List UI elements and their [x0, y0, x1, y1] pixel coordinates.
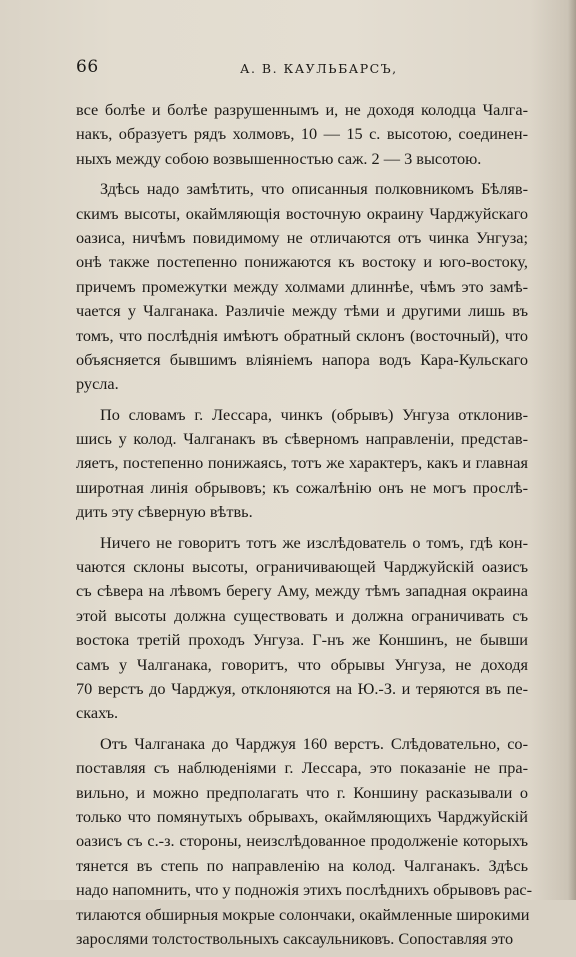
text-line: оазисъ съ с.-з. стороны, неизслѣдованное продолженіе которыхъ — [76, 831, 528, 851]
text-line: накъ, образуетъ рядъ холмовъ, 10 — 15 с. высотою, соединен- — [76, 124, 528, 144]
text-line: оазиса, ничѣмъ повидимому не отличаются отъ чинка Унгуза; — [76, 227, 528, 247]
text-line: 70 верстъ до Чарджуя, отклоняются на Ю.-З. и теряются въ пе- — [76, 678, 528, 698]
text-line: востока третій проходъ Унгуза. Г-нъ же Коншинъ, не бывши — [76, 630, 528, 650]
text-line: самъ у Чалганака, говоритъ, что обрывы Унгуза, не доходя — [76, 654, 528, 674]
text-line: ныхъ между собою возвышенностью саж. 2 — 3 высотою. — [76, 148, 482, 168]
running-head: А. В. КАУЛЬБАРСЪ, — [240, 61, 398, 76]
text-line: Ничего не говоритъ тотъ же изслѣдователь о томъ, гдѣ кон- — [100, 532, 528, 552]
text-line: все болѣе и болѣе разрушеннымъ и, не доходя колодца Чалга- — [76, 100, 528, 119]
text-line: дить эту сѣверную вѣтвь. — [76, 502, 253, 522]
text-line: причемъ промежутки между холмами длиннѣе, чѣмъ это замѣ- — [76, 276, 528, 296]
text-line: шись у колод. Чалганакъ въ сѣверномъ направленіи, представ- — [76, 429, 528, 449]
text-line: вильно, и можно предполагать что г. Коншину расказывали о — [76, 782, 528, 802]
paragraph — [76, 403, 528, 525]
body-text — [76, 98, 533, 957]
text-line: ляетъ, постепенно понижаясь, тотъ же характеръ, какъ и главная — [76, 453, 528, 473]
text-line: объясняется бывшимъ вліяніемъ напора водъ Кара-Кульскаго — [76, 349, 528, 369]
text-line: надо напомнить, что у подножія этихъ послѣднихъ обрывовъ рас- — [76, 880, 533, 900]
text-line: тянется въ степь по направленію на колод. Чалганакъ. Здѣсь — [76, 855, 528, 875]
text-line: широтная линія обрывовъ; къ сожалѣнію онъ не могъ прослѣ- — [76, 477, 528, 497]
paragraph — [76, 98, 528, 171]
text-line: чается у Чалганака. Различіе между тѣми и другими лишь въ — [76, 301, 528, 321]
text-line: русла. — [76, 374, 119, 394]
text-line: чаются склоны высоты, ограничивающей Чарджуйскій оазисъ — [76, 557, 528, 577]
page-edge-shadow — [568, 0, 576, 900]
paragraph — [76, 177, 528, 397]
text-line: только что помянутыхъ обрывахъ, окаймляющихъ Чарджуйскій — [76, 806, 528, 826]
text-line: Здѣсь надо замѣтить, что описанныя полковникомъ Бѣляв- — [100, 179, 528, 199]
page-header — [76, 57, 528, 81]
text-line: Отъ Чалганака до Чарджуя 160 верстъ. Слѣдовательно, со- — [100, 733, 528, 753]
text-line: По словамъ г. Лессара, чинкъ (обрывъ) Унгуза отклонив- — [100, 404, 528, 424]
text-line: онѣ также постепенно понижаются къ востоку и юго-востоку, — [76, 252, 528, 272]
text-line: зарослями толстоствольныхъ саксаульниковъ. Сопоставляя это — [76, 928, 514, 948]
paragraph — [76, 531, 528, 726]
text-line: съ сѣвера на лѣвомъ берегу Аму, между тѣмъ западная окраина — [76, 581, 528, 601]
text-line: скимъ высоты, окаймляющія восточную окраину Чарджуйскаго — [76, 203, 528, 223]
text-line: поставляя съ наблюденіями г. Лессара, это показаніе не пра- — [76, 758, 528, 778]
text-line: скахъ. — [76, 703, 119, 723]
text-line: тилаются обширныя мокрые солончаки, окаймленные широкими — [76, 904, 530, 924]
paragraph — [76, 732, 533, 952]
text-line: томъ, что послѣднія имѣютъ обратный склонъ (восточный), что — [76, 325, 528, 345]
page-number: 66 — [76, 57, 99, 77]
text-line: этой высоты должна существовать и должна ограничивать съ — [76, 605, 528, 625]
